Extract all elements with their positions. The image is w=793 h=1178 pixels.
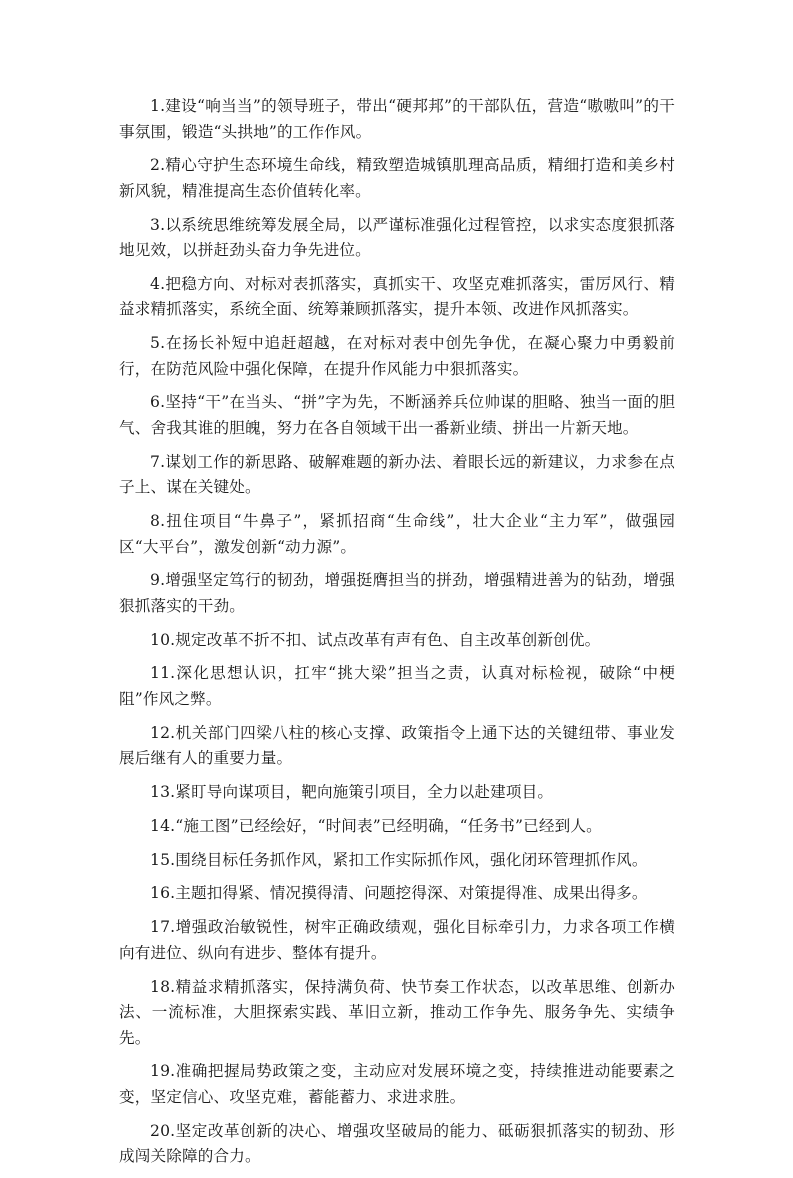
paragraph-2: 2.精心守护生态环境生命线，精致塑造城镇肌理高品质，精细打造和美乡村新风貌，精准提高生态价值转化率。 [119, 156, 675, 200]
paragraph-11: 11.深化思想认识，扛牢“挑大梁”担当之责，认真对标检视，破除“中梗阻”作风之弊。 [119, 664, 675, 708]
paragraph-7: 7.谋划工作的新思路、破解难题的新办法、着眼长远的新建议，力求参在点子上、谋在关键处。 [119, 452, 675, 497]
paragraph-18: 18.精益求精抓落实，保持满负荷、快节奏工作状态，以改革思维、创新办法、一流标准，大胆探索实践、革旧立新，推动工作争先、服务争先、实绩争先。 [119, 977, 675, 1047]
paragraph-16: 16.主题扣得紧、情况摸得清、问题挖得深、对策提得准、成果出得多。 [150, 884, 648, 903]
paragraph-13: 13.紧盯导向谋项目，靶向施策引项目，全力以赴建项目。 [150, 783, 554, 802]
paragraph-9: 9.增强坚定笃行的韧劲，增强挺膺担当的拼劲，增强精进善为的钻劲，增强狠抓落实的干劲。 [119, 571, 675, 615]
paragraph-15: 15.围绕目标任务抓作风，紧扣工作实际抓作风，强化闭环管理抓作风。 [150, 850, 648, 869]
paragraph-4: 4.把稳方向、对标对表抓落实，真抓实干、攻坚克难抓落实，雷厉风行、精益求精抓落实，系统全面、统筹兼顾抓落实，提升本领、改进作风抓落实。 [119, 274, 675, 319]
paragraph-14: 14.“施工图”已经绘好，“时间表”已经明确，“任务书”已经到人。 [150, 816, 602, 835]
paragraph-3: 3.以系统思维统筹发展全局，以严谨标准强化过程管控，以求实态度狠抓落地见效，以拼赶劲头奋力争先进位。 [119, 215, 675, 260]
paragraph-1: 1.建设“响当当”的领导班子，带出“硬邦邦”的干部队伍，营造“嗷嗷叫”的干事氛围，锻造“头拱地”的工作作风。 [119, 97, 675, 141]
paragraph-19: 19.准确把握局势政策之变，主动应对发展环境之变，持续推进动能要素之变，坚定信心、攻坚克难，蓄能蓄力、求进求胜。 [119, 1062, 675, 1106]
paragraph-12: 12.机关部门四梁八柱的核心支撑、政策指令上通下达的关键纽带、事业发展后继有人的重要力量。 [119, 723, 675, 768]
paragraph-10: 10.规定改革不折不扣、试点改革有声有色、自主改革创新创优。 [150, 630, 601, 649]
document-body [119, 94, 675, 1178]
paragraph-17: 17.增强政治敏锐性，树牢正确政绩观，强化目标牵引力，力求各项工作横向有进位、纵向有进步、整体有提升。 [119, 918, 675, 962]
paragraph-6: 6.坚持“干”在当头、“拼”字为先，不断涵养兵位帅谋的胆略、独当一面的胆气、舍我其谁的胆魄，努力在各自领域干出一番新业绩、拼出一片新天地。 [119, 393, 675, 437]
paragraph-5: 5.在扬长补短中追赶超越，在对标对表中创先争优，在凝心聚力中勇毅前行，在防范风险中强化保障，在提升作风能力中狠抓落实。 [119, 334, 675, 378]
paragraph-8: 8.扭住项目“牛鼻子”，紧抓招商“生命线”，壮大企业“主力军”，做强园区“大平台”，激发创新“动力源”。 [119, 512, 675, 556]
paragraph-20: 20.坚定改革创新的决心、增强攻坚破局的能力、砥砺狠抓落实的韧劲、形成闯关除障的合力。 [119, 1121, 675, 1166]
